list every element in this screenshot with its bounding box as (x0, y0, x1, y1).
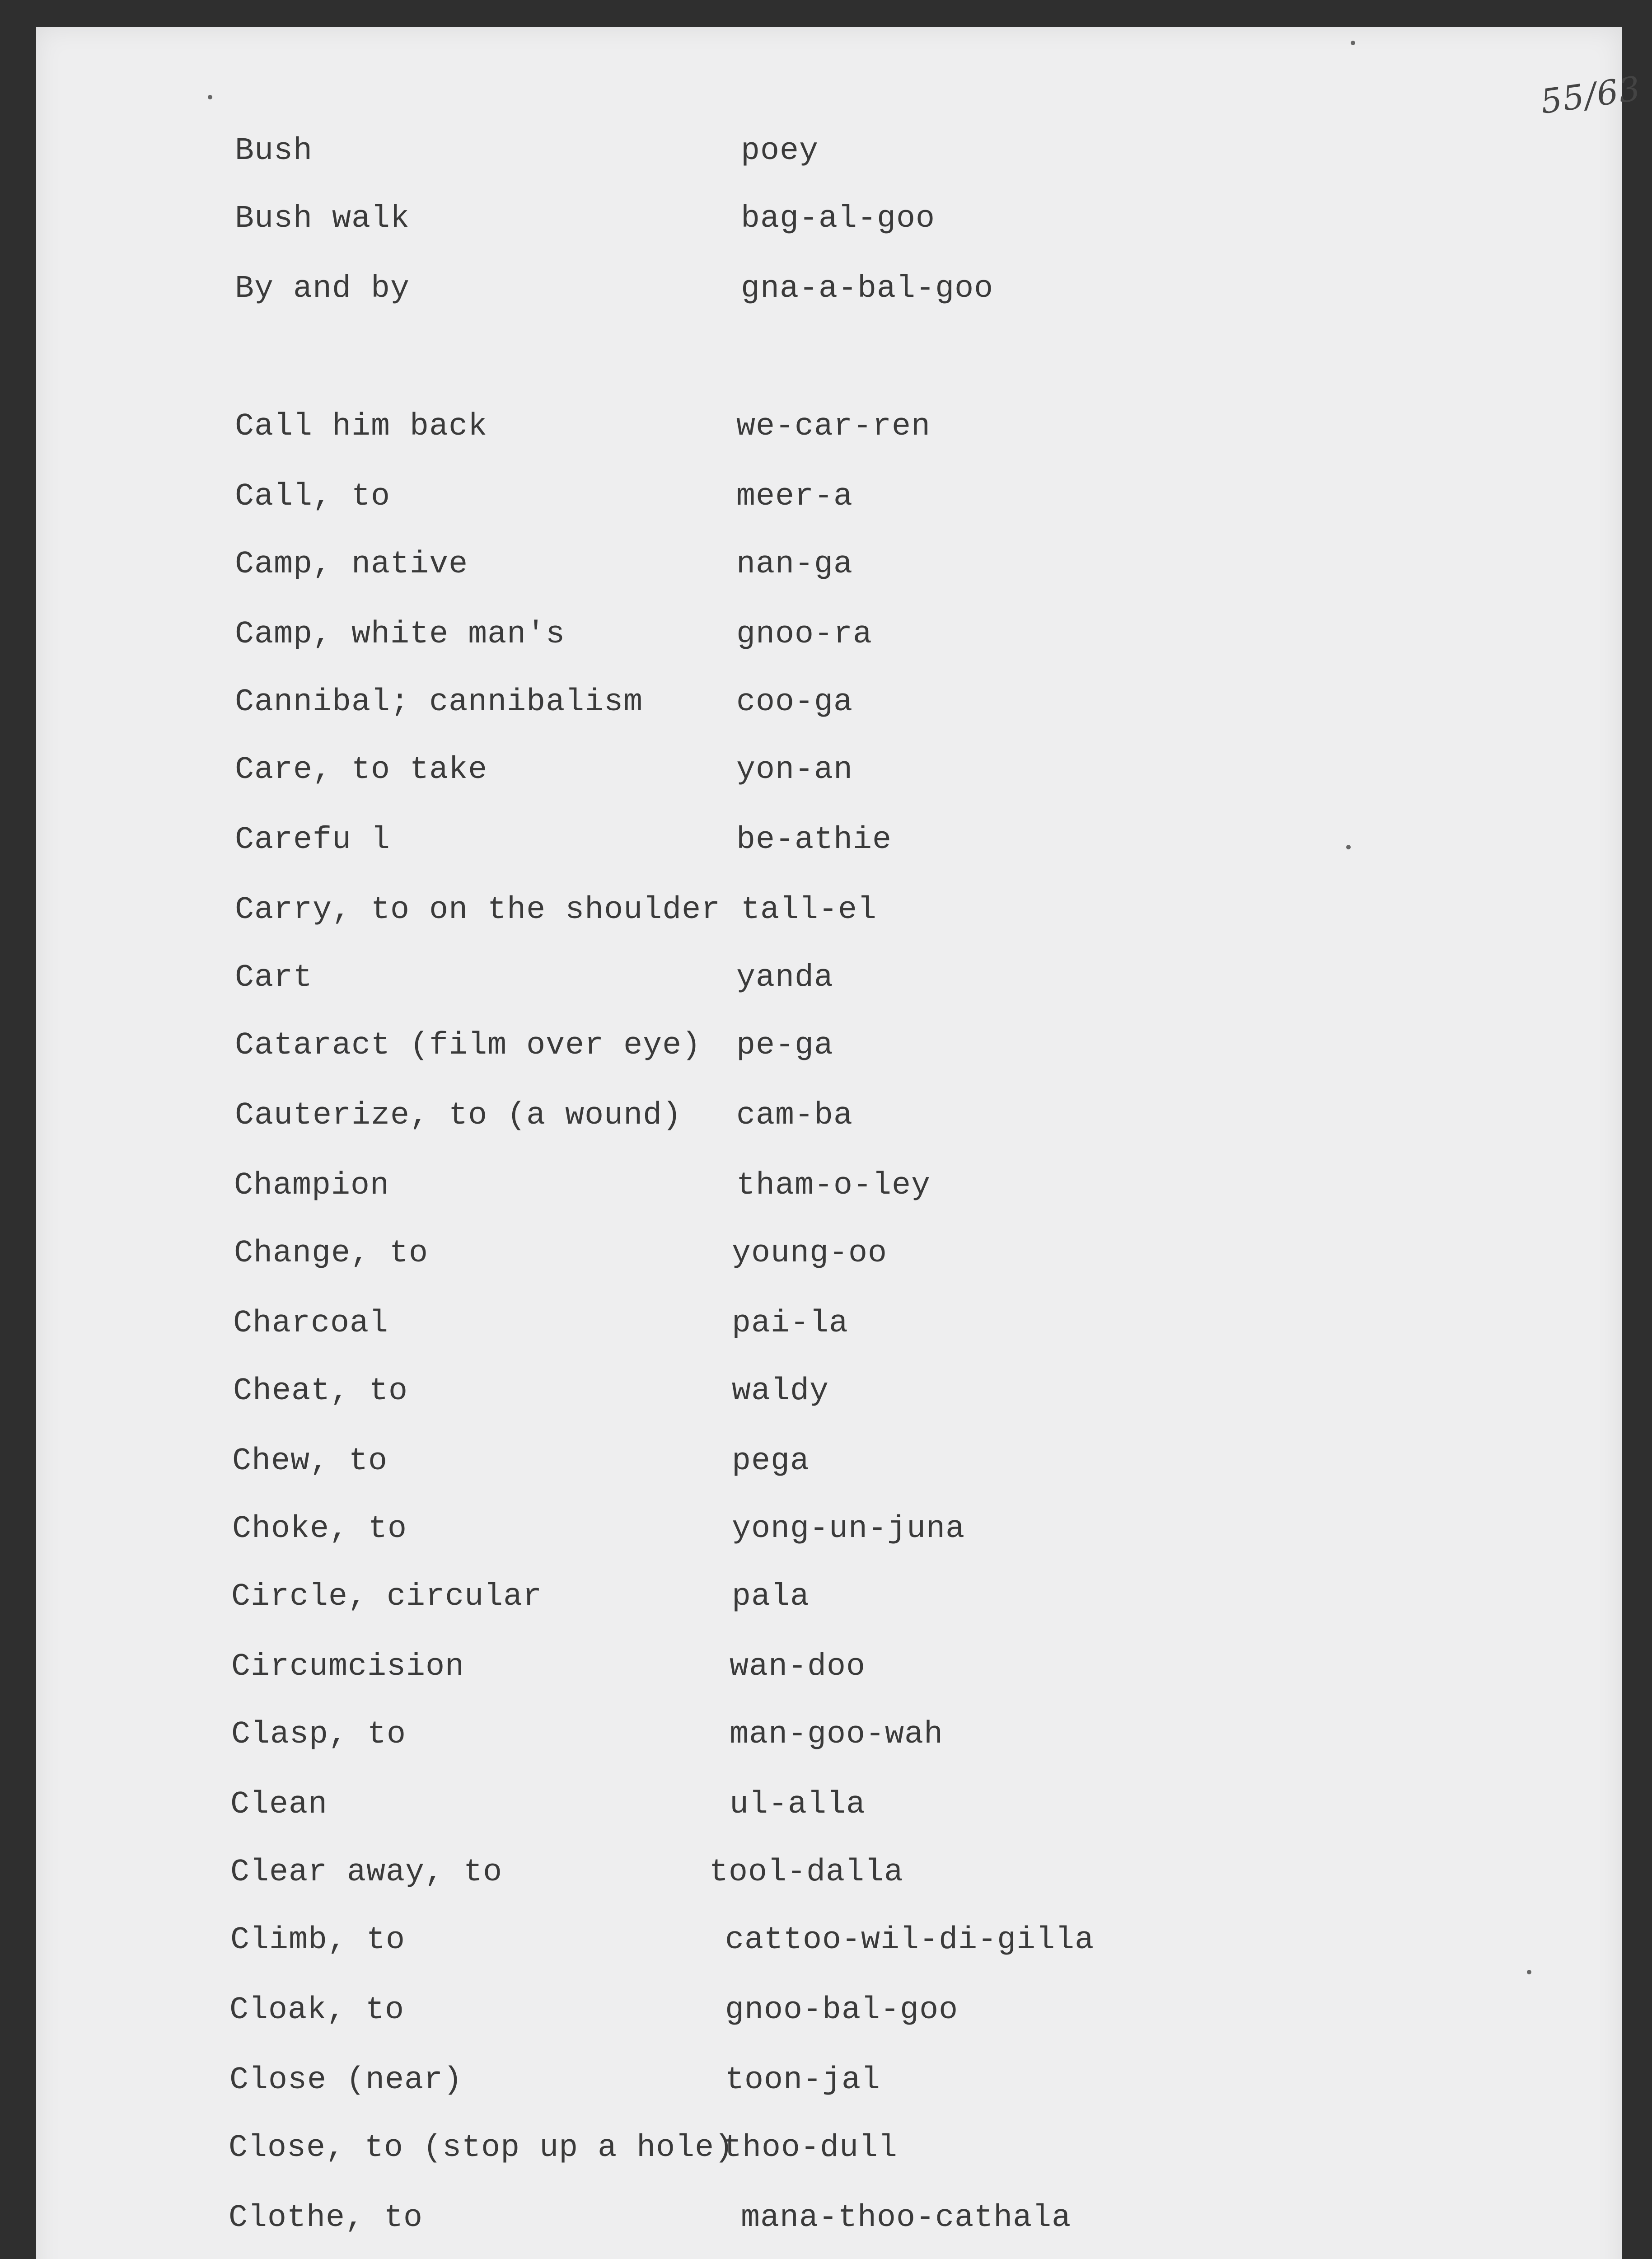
native-word: ul-alla (730, 1787, 866, 1823)
english-term: Close (near) (229, 2062, 463, 2098)
english-term: Clasp, to (231, 1717, 407, 1753)
english-term: Charcoal (233, 1306, 389, 1341)
native-word: tall-el (741, 892, 877, 928)
vocabulary-entry (235, 402, 1652, 452)
vocabulary-entry (235, 540, 1652, 590)
english-term: Cheat, to (233, 1373, 408, 1409)
english-term: Champion (234, 1168, 390, 1204)
vocabulary-entry (235, 678, 1652, 727)
native-word: mana-thoo-cathala (741, 2200, 1072, 2236)
native-word: we-car-ren (736, 409, 931, 445)
native-word: pega (732, 1444, 810, 1479)
native-word: poey (741, 133, 819, 169)
native-word: be-athie (736, 822, 892, 858)
native-word: bag-al-goo (741, 201, 936, 237)
native-word: cattoo-wil-di-gilla (725, 1922, 1095, 1958)
english-term: Cauterize, to (a wound) (235, 1098, 682, 1134)
native-word: toon-jal (725, 2062, 881, 2098)
vocabulary-entry (235, 264, 1652, 314)
vocabulary-entry (234, 1229, 1652, 1279)
paper-speck (208, 95, 212, 99)
english-term: Cloak, to (229, 1992, 405, 2028)
native-word: meer-a (736, 479, 853, 515)
vocabulary-entry (229, 2193, 1652, 2243)
native-word: thoo-dull (723, 2130, 898, 2166)
vocabulary-entry (235, 815, 1652, 865)
english-term: By and by (235, 271, 410, 307)
english-term: Cart (235, 960, 313, 996)
vocabulary-list (36, 27, 1622, 2259)
typed-page (36, 27, 1644, 2259)
vocabulary-entry (235, 953, 1652, 1003)
english-term: Carefu l (235, 822, 391, 858)
english-term: Circle, circular (231, 1579, 543, 1615)
english-term: Clothe, to (229, 2200, 423, 2236)
english-term: Clean (230, 1787, 328, 1823)
english-term: Close, to (stop up a hole) (229, 2130, 734, 2166)
folio-number: 55/63 (1538, 69, 1644, 122)
english-term: Clear away, to (230, 1855, 503, 1890)
english-term: Call, to (235, 479, 391, 515)
vocabulary-entry (235, 127, 1652, 176)
vocabulary-entry (233, 1367, 1652, 1416)
english-term: Cannibal; cannibalism (235, 684, 643, 720)
english-term: Camp, white man's (235, 617, 566, 652)
vocabulary-entry (235, 1091, 1652, 1141)
english-term: Camp, native (235, 547, 468, 582)
english-term: Climb, to (230, 1922, 406, 1958)
vocabulary-entry (234, 1161, 1652, 1211)
vocabulary-entry (230, 1780, 1652, 1830)
paper-speck (1346, 845, 1351, 849)
native-word: tham-o-ley (736, 1168, 931, 1204)
native-word: yanda (736, 960, 834, 996)
native-word: pai-la (732, 1306, 849, 1341)
english-term: Cataract (film over eye) (235, 1028, 702, 1064)
vocabulary-entry (231, 1572, 1652, 1622)
native-word: man-goo-wah (730, 1717, 944, 1753)
native-word: yon-an (736, 752, 853, 788)
native-word: pe-ga (736, 1028, 834, 1064)
english-term: Circumcision (231, 1649, 465, 1685)
vocabulary-entry (235, 610, 1652, 660)
native-word: wan-doo (730, 1649, 866, 1685)
vocabulary-entry (235, 1021, 1652, 1071)
paper-speck (1527, 1970, 1531, 1974)
paper-speck (1351, 41, 1355, 45)
native-word: yong-un-juna (732, 1511, 965, 1547)
native-word: waldy (732, 1373, 829, 1409)
vocabulary-entry (231, 1710, 1652, 1760)
native-word: gnoo-ra (736, 617, 873, 652)
native-word: gnoo-bal-goo (725, 1992, 959, 2028)
native-word: gna-a-bal-goo (741, 271, 994, 307)
native-word: pala (732, 1579, 810, 1615)
native-word: cam-ba (736, 1098, 853, 1134)
native-word: coo-ga (736, 684, 853, 720)
vocabulary-entry (235, 472, 1652, 522)
vocabulary-entry (232, 1437, 1652, 1486)
vocabulary-entry (231, 1642, 1652, 1692)
vocabulary-entry (229, 2123, 1652, 2173)
native-word: young-oo (732, 1236, 888, 1271)
english-term: Choke, to (232, 1511, 407, 1547)
english-term: Carry, to on the shoulder (235, 892, 721, 928)
vocabulary-entry (235, 194, 1652, 244)
vocabulary-entry (230, 1916, 1652, 1965)
native-word: nan-ga (736, 547, 853, 582)
english-term: Bush walk (235, 201, 410, 237)
vocabulary-entry (235, 745, 1652, 795)
native-word: tool-dalla (709, 1855, 904, 1890)
vocabulary-entry (229, 2056, 1652, 2105)
english-term: Bush (235, 133, 313, 169)
vocabulary-entry (230, 1848, 1652, 1898)
english-term: Change, to (234, 1236, 429, 1271)
english-term: Chew, to (232, 1444, 388, 1479)
vocabulary-entry (235, 886, 1652, 935)
english-term: Call him back (235, 409, 488, 445)
vocabulary-entry (233, 1299, 1652, 1349)
english-term: Care, to take (235, 752, 488, 788)
vocabulary-entry (232, 1504, 1652, 1554)
vocabulary-entry (229, 1986, 1652, 2035)
